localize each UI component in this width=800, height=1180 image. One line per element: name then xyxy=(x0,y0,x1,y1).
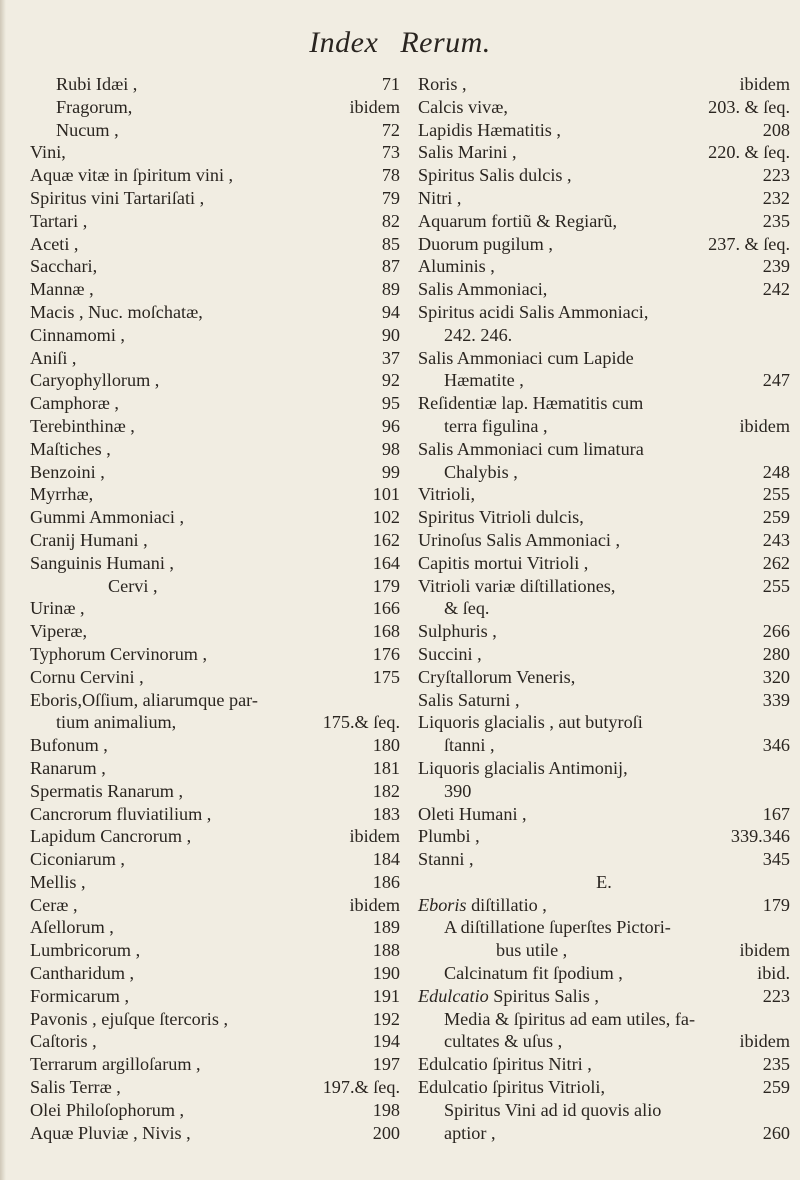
index-entry xyxy=(418,575,790,598)
entry-label: Cancrorum fluviatilium , xyxy=(30,803,212,824)
entry-label: Ceræ , xyxy=(30,894,78,915)
entry-page: 182 xyxy=(372,780,400,801)
entry-page: 198 xyxy=(372,1099,400,1120)
index-entry xyxy=(30,734,400,757)
index-entry xyxy=(30,1076,400,1099)
entry-page: 235 xyxy=(762,210,790,231)
entry-page: 339 xyxy=(762,689,790,710)
entry-page: 320 xyxy=(762,666,790,687)
entry-label: Gummi Ammoniaci , xyxy=(30,507,185,528)
index-entry xyxy=(30,1099,400,1122)
entry-label: Vini, xyxy=(30,142,66,163)
entry-label: Caſtoris , xyxy=(30,1031,97,1052)
entry-label: Terrarum argilloſarum , xyxy=(30,1054,201,1075)
entry-page: 188 xyxy=(372,940,400,961)
entry-page: 89 xyxy=(381,279,400,300)
entry-label: A diſtillatione ſuperſtes Pictori- xyxy=(444,917,671,938)
index-entry xyxy=(418,461,790,484)
entry-label: Aniſi , xyxy=(30,347,77,368)
entry-page: 242 xyxy=(762,279,790,300)
index-entry xyxy=(30,187,400,210)
entry-label: Stanni , xyxy=(418,849,474,870)
entry-page: 259 xyxy=(762,507,790,528)
entry-label: Liquoris glacialis , aut butyroſi xyxy=(418,712,643,733)
entry-page: 96 xyxy=(381,415,400,436)
entry-label: Reſidentiæ lap. Hæmatitis cum xyxy=(418,393,644,414)
entry-label: Aquæ Pluviæ , Nivis , xyxy=(30,1122,191,1143)
entry-label: Sulphuris , xyxy=(418,621,497,642)
index-entry xyxy=(418,164,790,187)
index-entry xyxy=(30,529,400,552)
index-entry xyxy=(418,1008,790,1031)
entry-page: ibidem xyxy=(739,415,790,436)
index-column-right xyxy=(418,73,790,1144)
index-entry xyxy=(418,962,790,985)
entry-label: Vitrioli, xyxy=(418,484,476,505)
entry-label: Cinnamomi , xyxy=(30,324,125,345)
entry-label: Urinæ , xyxy=(30,598,85,619)
entry-label: Edulcatio ſpiritus Vitrioli, xyxy=(418,1077,605,1098)
entry-page: 94 xyxy=(381,301,400,322)
entry-label: Eboris,Oſſium, aliarumque par- xyxy=(30,689,258,710)
index-entry xyxy=(418,233,790,256)
entry-label: tium animalium, xyxy=(56,712,177,733)
entry-label: Lumbricorum , xyxy=(30,940,141,961)
entry-label: Benzoini , xyxy=(30,461,105,482)
entry-label: Cranij Humani , xyxy=(30,529,148,550)
entry-label: Camphoræ , xyxy=(30,393,119,414)
entry-page: ibidem xyxy=(349,96,400,117)
entry-label: 242. 246. xyxy=(444,324,513,345)
index-entry xyxy=(418,803,790,826)
entry-label: Hæmatite , xyxy=(444,370,524,391)
index-entry xyxy=(30,278,400,301)
entry-label: cultates & uſus , xyxy=(444,1031,563,1052)
entry-label: Aluminis , xyxy=(418,256,495,277)
entry-page: 102 xyxy=(372,507,400,528)
entry-page: 78 xyxy=(381,165,400,186)
index-entry xyxy=(418,780,790,803)
entry-label: Maſtiches , xyxy=(30,438,111,459)
entry-label: Vitrioli variæ diſtillationes, xyxy=(418,575,616,596)
entry-label: Succini , xyxy=(418,643,482,664)
entry-label: Nitri , xyxy=(418,187,462,208)
entry-page: 190 xyxy=(372,963,400,984)
entry-page: 85 xyxy=(381,233,400,254)
entry-label: & ſeq. xyxy=(444,598,490,619)
entry-label: Eboris diſtillatio , xyxy=(418,894,547,915)
entry-page: 203. & ſeq. xyxy=(708,96,790,117)
index-entry xyxy=(418,187,790,210)
entry-page: 176 xyxy=(372,643,400,664)
index-entry xyxy=(418,757,790,780)
index-entry xyxy=(30,962,400,985)
entry-page: 280 xyxy=(762,643,790,664)
entry-label: Nucum , xyxy=(56,119,119,140)
entry-page: 99 xyxy=(381,461,400,482)
entry-label: Typhorum Cervinorum , xyxy=(30,643,208,664)
index-entry xyxy=(30,347,400,370)
index-entry xyxy=(30,757,400,780)
entry-page: 197 xyxy=(372,1054,400,1075)
index-entry xyxy=(30,1008,400,1031)
index-entry xyxy=(30,871,400,894)
entry-page: 237. & ſeq. xyxy=(708,233,790,254)
entry-page: 168 xyxy=(372,621,400,642)
entry-page: 262 xyxy=(762,552,790,573)
index-entry xyxy=(418,73,790,96)
index-entry xyxy=(30,210,400,233)
entry-page: 179 xyxy=(372,575,400,596)
index-entry xyxy=(418,711,790,734)
index-entry xyxy=(418,1053,790,1076)
entry-page: 71 xyxy=(381,74,400,94)
entry-page: 164 xyxy=(372,552,400,573)
entry-page: 162 xyxy=(372,529,400,550)
entry-label: Spermatis Ranarum , xyxy=(30,780,184,801)
entry-label: terra figulina , xyxy=(444,415,548,436)
entry-page: 255 xyxy=(762,575,790,596)
entry-page: 200 xyxy=(372,1122,400,1143)
index-entry xyxy=(30,415,400,438)
entry-label: Mannæ , xyxy=(30,279,94,300)
index-entry xyxy=(30,711,400,734)
entry-page: 223 xyxy=(762,985,790,1006)
index-entry xyxy=(30,506,400,529)
entry-label: Caryophyllorum , xyxy=(30,370,160,391)
entry-page: 180 xyxy=(372,735,400,756)
index-entry xyxy=(418,324,790,347)
entry-label: Salis Ammoniaci cum Lapide xyxy=(418,347,634,368)
index-entry xyxy=(418,1030,790,1053)
entry-label: Pavonis , ejuſque ſtercoris , xyxy=(30,1008,229,1029)
index-entry xyxy=(30,1053,400,1076)
entry-label: Spiritus vini Tartariſati , xyxy=(30,187,205,208)
entry-page: 259 xyxy=(762,1077,790,1098)
index-entry xyxy=(30,119,400,142)
index-entry xyxy=(418,1099,790,1122)
index-entry xyxy=(30,392,400,415)
index-entry xyxy=(418,894,790,917)
entry-label: Salis Terræ , xyxy=(30,1077,121,1098)
index-entry xyxy=(418,643,790,666)
index-entry xyxy=(418,506,790,529)
entry-page: 239 xyxy=(762,256,790,277)
entry-page: 243 xyxy=(762,529,790,550)
index-entry xyxy=(30,461,400,484)
entry-label: Calcinatum fit ſpodium , xyxy=(444,963,623,984)
entry-page: 73 xyxy=(381,142,400,163)
entry-label: Macis , Nuc. moſchatæ, xyxy=(30,301,203,322)
entry-page: 37 xyxy=(381,347,400,368)
entry-label: Olei Philoſophorum , xyxy=(30,1099,185,1120)
index-entry xyxy=(418,119,790,142)
index-entry xyxy=(418,916,790,939)
index-entry xyxy=(418,825,790,848)
entry-page: 192 xyxy=(372,1008,400,1029)
entry-label: Oleti Humani , xyxy=(418,803,527,824)
entry-page: 166 xyxy=(372,598,400,619)
entry-label: Calcis vivæ, xyxy=(418,96,508,117)
index-entry xyxy=(30,780,400,803)
entry-page: 87 xyxy=(381,256,400,277)
entry-page: 247 xyxy=(762,370,790,391)
entry-label: Viperæ, xyxy=(30,621,87,642)
index-entry xyxy=(418,1122,790,1145)
index-entry xyxy=(418,255,790,278)
entry-label: Cervi , xyxy=(108,575,158,596)
entry-page: 95 xyxy=(381,393,400,414)
index-entry xyxy=(418,483,790,506)
index-entry xyxy=(418,438,790,461)
header-word-index: Index xyxy=(309,26,379,59)
index-entry xyxy=(418,392,790,415)
index-entry xyxy=(30,438,400,461)
entry-page: 101 xyxy=(372,484,400,505)
entry-label: Rubi Idæi , xyxy=(56,74,138,94)
entry-page: ibidem xyxy=(349,826,400,847)
entry-label: Edulcatio ſpiritus Nitri , xyxy=(418,1054,592,1075)
entry-page: 92 xyxy=(381,370,400,391)
entry-page: 98 xyxy=(381,438,400,459)
index-entry xyxy=(30,301,400,324)
entry-label: Salis Ammoniaci cum limatura xyxy=(418,438,644,459)
entry-label: Sanguinis Humani , xyxy=(30,552,174,573)
entry-label: Myrrhæ, xyxy=(30,484,94,505)
index-entry xyxy=(418,734,790,757)
index-entry xyxy=(30,255,400,278)
entry-label: Cantharidum , xyxy=(30,963,135,984)
entry-label: Aceti , xyxy=(30,233,79,254)
index-entry xyxy=(418,141,790,164)
entry-label: Mellis , xyxy=(30,871,86,892)
entry-label: Cryſtallorum Veneris, xyxy=(418,666,576,687)
index-entry xyxy=(418,96,790,119)
index-entry xyxy=(418,369,790,392)
entry-page: 90 xyxy=(381,324,400,345)
index-entry xyxy=(30,825,400,848)
entry-page: ibidem xyxy=(349,894,400,915)
entry-page: 184 xyxy=(372,849,400,870)
index-entry xyxy=(418,666,790,689)
entry-label: Urinoſus Salis Ammoniaci , xyxy=(418,529,621,550)
index-entry xyxy=(30,620,400,643)
entry-label: Salis Saturni , xyxy=(418,689,520,710)
index-entry xyxy=(418,210,790,233)
entry-page: 72 xyxy=(381,119,400,140)
index-entry xyxy=(30,597,400,620)
entry-label: Edulcatio Spiritus Salis , xyxy=(418,985,599,1006)
index-entry xyxy=(418,301,790,324)
index-entry xyxy=(30,73,400,96)
index-entry xyxy=(30,916,400,939)
index-entry xyxy=(30,666,400,689)
entry-label: Capitis mortui Vitrioli , xyxy=(418,552,589,573)
entry-page: 346 xyxy=(762,735,790,756)
entry-page: ibidem xyxy=(739,74,790,94)
entry-page: 186 xyxy=(372,871,400,892)
index-entry xyxy=(418,1076,790,1099)
entry-label: Roris , xyxy=(418,74,467,94)
index-entry xyxy=(418,278,790,301)
entry-label: ſtanni , xyxy=(444,735,495,756)
entry-label: Aquarum fortiũ & Regiarũ, xyxy=(418,210,618,231)
entry-page: 197.& ſeq. xyxy=(322,1077,400,1098)
entry-label: Duorum pugilum , xyxy=(418,233,553,254)
entry-page: 248 xyxy=(762,461,790,482)
entry-label: Cornu Cervini , xyxy=(30,666,144,687)
index-entry xyxy=(30,985,400,1008)
entry-label: Lapidum Cancrorum , xyxy=(30,826,192,847)
entry-page: 167 xyxy=(762,803,790,824)
entry-label: Spiritus Vitrioli dulcis, xyxy=(418,507,584,528)
entry-page: 183 xyxy=(372,803,400,824)
entry-page: 232 xyxy=(762,187,790,208)
entry-page: 255 xyxy=(762,484,790,505)
index-entry xyxy=(418,529,790,552)
entry-label: Plumbi , xyxy=(418,826,480,847)
index-entry xyxy=(30,233,400,256)
index-entry xyxy=(418,939,790,962)
entry-label: Ciconiarum , xyxy=(30,849,125,870)
entry-page: ibidem xyxy=(739,1031,790,1052)
entry-label: Aſellorum , xyxy=(30,917,114,938)
index-entry xyxy=(30,141,400,164)
entry-label: bus utile , xyxy=(496,940,568,961)
entry-label: Ranarum , xyxy=(30,757,106,778)
running-header xyxy=(0,26,800,60)
entry-label: 390 xyxy=(444,780,472,801)
index-entry xyxy=(30,803,400,826)
entry-label: Bufonum , xyxy=(30,735,108,756)
entry-label: Tartari , xyxy=(30,210,88,231)
index-column-left xyxy=(30,73,400,1144)
index-entry xyxy=(30,164,400,187)
index-entry xyxy=(30,894,400,917)
page-edge xyxy=(0,0,6,1180)
entry-label: Media & ſpiritus ad eam utiles, fa- xyxy=(444,1008,696,1029)
entry-label: Fragorum, xyxy=(56,96,133,117)
index-entry xyxy=(30,1122,400,1145)
index-entry xyxy=(30,575,400,598)
entry-page: 175 xyxy=(372,666,400,687)
index-entry xyxy=(418,620,790,643)
entry-label: Chalybis , xyxy=(444,461,518,482)
entry-label: aptior , xyxy=(444,1122,496,1143)
entry-page: 194 xyxy=(372,1031,400,1052)
entry-label: Spiritus acidi Salis Ammoniaci, xyxy=(418,301,649,322)
entry-label: Salis Ammoniaci, xyxy=(418,279,548,300)
entry-page: 223 xyxy=(762,165,790,186)
entry-label: Liquoris glacialis Antimonij, xyxy=(418,757,628,778)
entry-label: Aquæ vitæ in ſpiritum vini , xyxy=(30,165,234,186)
index-entry xyxy=(418,689,790,712)
index-entry xyxy=(30,324,400,347)
index-entry xyxy=(418,597,790,620)
entry-page: 82 xyxy=(381,210,400,231)
entry-page: 191 xyxy=(372,985,400,1006)
entry-page: 189 xyxy=(372,917,400,938)
entry-page: 175.& ſeq. xyxy=(322,712,400,733)
entry-page: 179 xyxy=(762,894,790,915)
index-entry xyxy=(30,939,400,962)
index-entry xyxy=(30,643,400,666)
index-entry xyxy=(418,347,790,370)
entry-label: Formicarum , xyxy=(30,985,130,1006)
entry-label: E. xyxy=(596,871,612,892)
index-entry xyxy=(418,871,790,894)
entry-page: 345 xyxy=(762,849,790,870)
index-entry xyxy=(30,689,400,712)
entry-page: ibid. xyxy=(757,963,790,984)
index-entry xyxy=(418,985,790,1008)
entry-page: 220. & ſeq. xyxy=(708,142,790,163)
entry-label: Salis Marini , xyxy=(418,142,517,163)
index-entry xyxy=(418,415,790,438)
entry-label: Spiritus Salis dulcis , xyxy=(418,165,572,186)
entry-page: 79 xyxy=(381,187,400,208)
entry-page: 339.346 xyxy=(730,826,790,847)
entry-page: 260 xyxy=(762,1122,790,1143)
entry-label: Spiritus Vini ad id quovis alio xyxy=(444,1099,662,1120)
entry-label: Sacchari, xyxy=(30,256,98,277)
entry-page: 208 xyxy=(762,119,790,140)
index-entry xyxy=(30,369,400,392)
entry-page: ibidem xyxy=(739,940,790,961)
index-entry xyxy=(418,848,790,871)
index-entry xyxy=(418,552,790,575)
entry-label: Lapidis Hæmatitis , xyxy=(418,119,561,140)
index-entry xyxy=(30,483,400,506)
index-entry xyxy=(30,96,400,119)
index-entry xyxy=(30,848,400,871)
index-entry xyxy=(30,1030,400,1053)
header-word-rerum: Rerum. xyxy=(400,26,491,59)
entry-page: 235 xyxy=(762,1054,790,1075)
index-entry xyxy=(30,552,400,575)
entry-label: Terebinthinæ , xyxy=(30,415,135,436)
entry-page: 181 xyxy=(372,757,400,778)
entry-page: 266 xyxy=(762,621,790,642)
